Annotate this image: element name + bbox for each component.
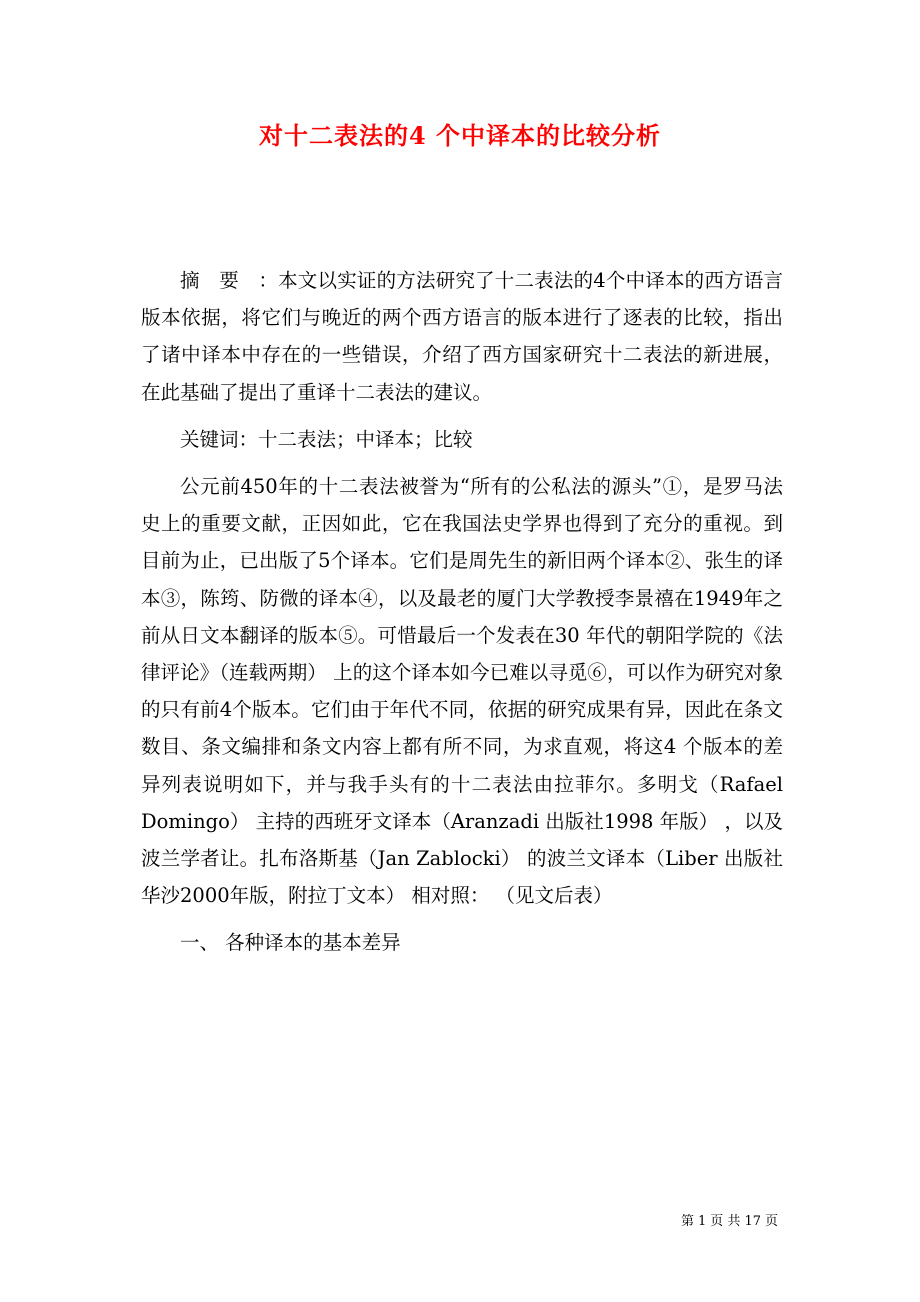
- abstract-text: 本文以实证的方法研究了十二表法的4个中译本的西方语言版本依据，将它们与晚近的两个西方语言的版本进行了逐表的比较，指出了诸中译本中存在的一些错误，介绍了西方国家研究十二表法的新进展，在此基础了提出了重译十二表法的建议。: [141, 269, 783, 404]
- abstract-colon: ：: [258, 269, 279, 292]
- page-footer: [679, 1210, 780, 1229]
- abstract-label: 摘要: [180, 269, 259, 292]
- footer-middle: 页 共: [710, 1214, 741, 1229]
- footer-current-page: 1: [698, 1214, 707, 1229]
- document-body: [141, 262, 783, 962]
- abstract-paragraph: [141, 262, 783, 411]
- body-paragraph: 公元前450年的十二表法被誉为“所有的公私法的源头”①，是罗马法史上的重要文献，正因如此，它在我国法史学界也得到了充分的重视。到目前为止，已出版了5个译本。它们是周先生的新旧两个译本②、张生的译本③，陈筠、防微的译本④，以及最老的厦门大学教授李景禧在1949年之前从日文本翻译的版本⑤。可惜最后一个发表在30 年代的朝阳学院的《法律评论》（连载两期） 上的这个译本如今已难以寻觅⑥，可以作为研究对象的只有前4个版本。它们由于年代不同，依据的研究成果有异，因此在条文数目、条文编排和条文内容上都有所不同，为求直观，将这4 个版本的差异列表说明如下，并与我手头有的十二表法由拉菲尔。多明戈（Rafael Domingo） 主持的西班牙文译本（Aranzadi 出版社1998 年版） ，以及波兰学者让。扎布洛斯基（Jan Zablocki） 的波兰文译本（Liber 出版社华沙2000年版，附拉丁文本） 相对照： （见文后表）: [141, 475, 783, 908]
- footer-prefix: 第: [681, 1214, 695, 1229]
- document-title: 对十二表法的4 个中译本的比较分析: [258, 121, 662, 150]
- footer-total-pages: 17: [744, 1214, 761, 1229]
- footer-suffix: 页: [764, 1214, 778, 1229]
- section-heading: 一、 各种译本的基本差异: [179, 931, 401, 955]
- keywords-line: 关键词：十二表法；中译本；比较: [180, 427, 473, 451]
